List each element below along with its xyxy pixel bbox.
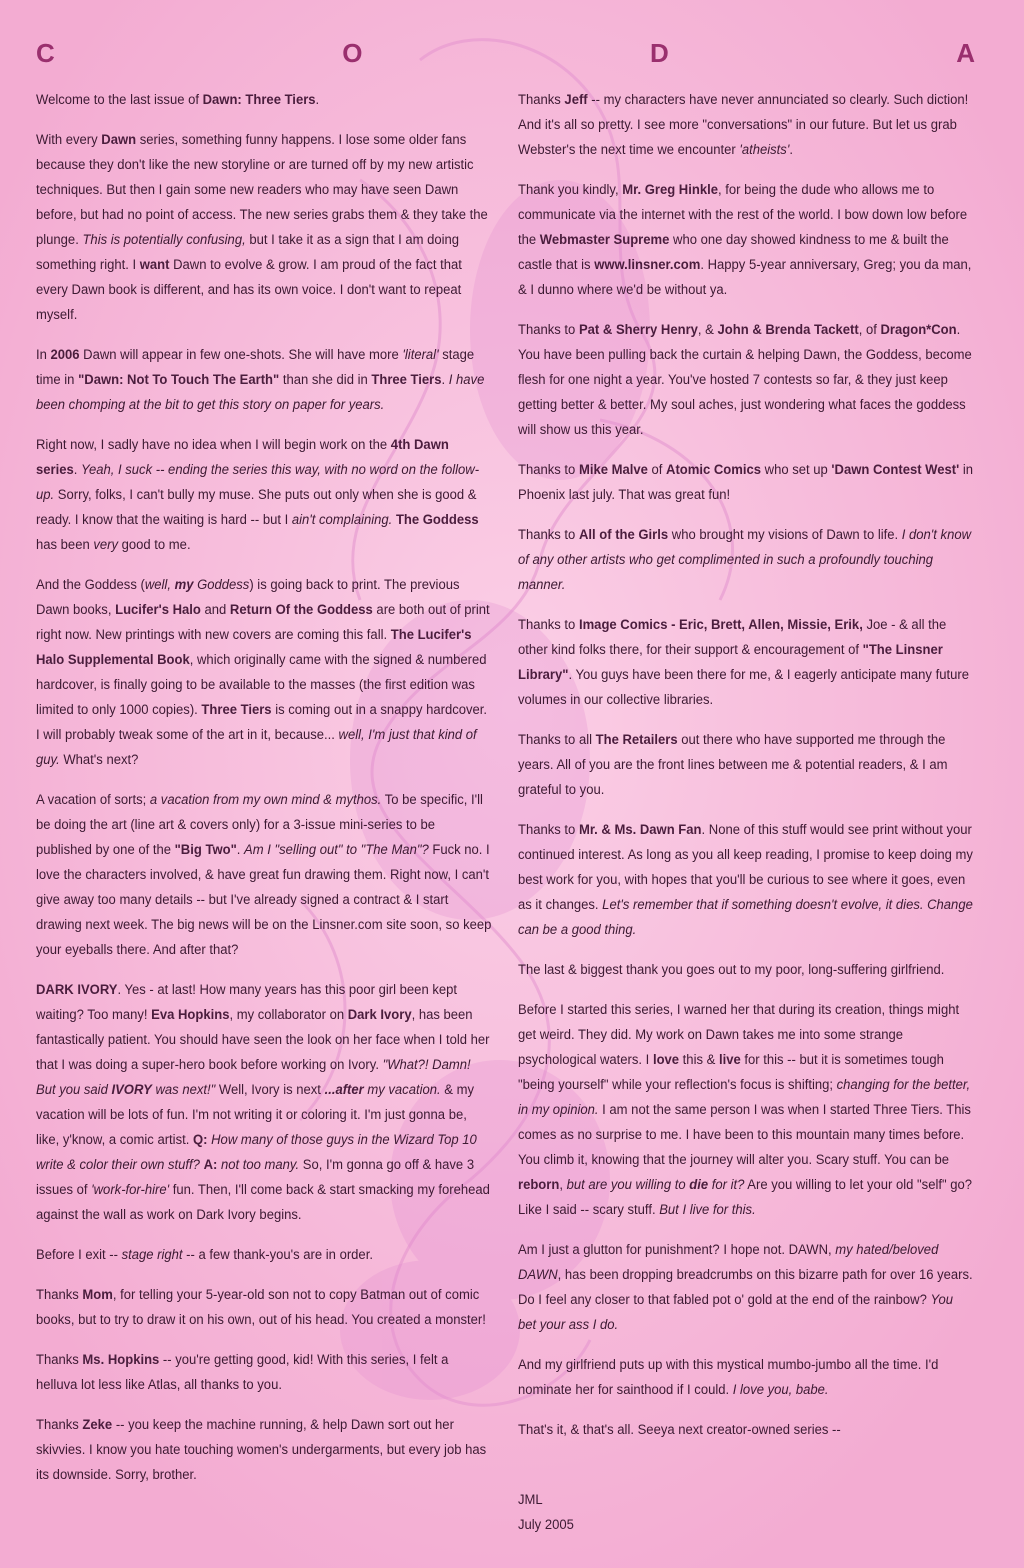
text-run: ...after <box>324 1082 364 1098</box>
paragraph <box>518 523 974 598</box>
text-run: Am I just a glutton for punishment? I hope not. DAWN, <box>518 1242 836 1258</box>
text-run: not too many. <box>217 1157 300 1173</box>
text-run: stage time in <box>36 347 475 388</box>
text-run: You bet your ass I do. <box>518 1292 953 1333</box>
text-run: Well, Ivory is next <box>215 1082 325 1098</box>
text-run: 4th Dawn series <box>36 437 449 478</box>
text-run: The Lucifer's Halo Supplemental Book <box>36 627 472 668</box>
text-run: What's next? <box>59 752 139 768</box>
text-run: Eva Hopkins <box>151 1007 230 1023</box>
text-run: who brought my visions of Dawn to life. <box>668 527 902 543</box>
text-run: . <box>315 92 320 108</box>
paragraph <box>518 728 974 803</box>
text-run: And my girlfriend puts up with this mystical mumbo-jumbo all the time. I'd nominate her for sainthood if I could. <box>518 1357 939 1398</box>
text-run: Mr. & Ms. Dawn Fan <box>578 822 702 838</box>
text-run: That's it, & that's all. Seeya next creator-owned series -- <box>518 1422 841 1438</box>
text-run: Dawn <box>101 132 137 148</box>
text-run: Thanks <box>518 92 565 108</box>
text-run: In <box>36 347 51 363</box>
text-run: "What?! Damn! But you said <box>36 1057 471 1098</box>
text-run: 'Dawn Contest West' <box>831 462 960 478</box>
text-run: Dragon*Con <box>880 322 957 338</box>
text-run: was next!" <box>151 1082 216 1098</box>
paragraph <box>36 88 492 113</box>
text-run: -- my characters have never annunciated so clearly. Such diction! And it's all so pretty. I see more "conversations" in our future. But let us grab Webster's the next time we encounter <box>518 92 969 158</box>
text-run: -- you're getting good, kid! With this series, I felt a helluva lot less like Atlas, all thanks to you. <box>36 1352 449 1393</box>
text-run: . Yes - at last! How many years has this poor girl been kept waiting? Too many! <box>36 982 458 1023</box>
text-run: -- you keep the machine running, & help Dawn sort out her skivvies. I know you hate touching women's undergarments, but every job has its downside. Sorry, brother. <box>36 1417 487 1483</box>
text-run: I have been chomping at the bit to get this story on paper for years. <box>36 372 485 413</box>
text-run: Thanks to <box>518 527 579 543</box>
text-run: I love you, babe. <box>732 1382 829 1398</box>
text-run: Dark Ivory <box>347 1007 412 1023</box>
text-run: So, I'm gonna go off & have 3 issues of <box>36 1157 475 1198</box>
text-run: want <box>139 257 170 273</box>
text-run: for this -- but it is sometimes tough "being yourself" while your reflection's focus is shifting; <box>518 1052 944 1093</box>
text-run: , my collaborator on <box>229 1007 348 1023</box>
text-run: But I live for this. <box>659 1202 756 1218</box>
text-run: is coming out in a snappy hardcover. I will probably tweak some of the art in it, because... <box>36 702 488 743</box>
paragraph <box>36 1243 492 1268</box>
text-run: my vacation. <box>363 1082 441 1098</box>
text-run: well, I'm just that kind of guy. <box>36 727 477 768</box>
text-run: , has been fantastically patient. You should have seen the look on her face when I told her that I was doing a super-hero book before working on Ivory. <box>36 1007 490 1073</box>
text-run: The last & biggest thank you goes out to my poor, long-suffering girlfriend. <box>518 962 945 978</box>
text-run: How many of those guys in the Wizard Top 10 write & color their own stuff? <box>36 1132 477 1173</box>
paragraph <box>518 818 974 943</box>
text-run: . <box>73 462 82 478</box>
text-run: very <box>93 537 119 553</box>
text-run: Thanks to <box>518 322 579 338</box>
text-run: Let's remember that if something doesn't evolve, it dies. Change can be a good thing. <box>518 897 973 938</box>
text-run: "Big Two" <box>174 842 237 858</box>
text-run: . Happy 5-year anniversary, Greg; you da man, & I dunno where we'd be without ya. <box>518 257 972 298</box>
text-run: Dawn to evolve & grow. I am proud of the fact that every Dawn book is different, and has its own voice. I don't want to repeat myself. <box>36 257 462 323</box>
text-run: . You guys have been there for me, & I eagerly anticipate many future volumes in our collective libraries. <box>518 667 969 708</box>
text-run: , for being the dude who allows me to communicate via the internet with the rest of the world. I bow down low before the <box>518 182 968 248</box>
text-run: Goddess <box>193 577 250 593</box>
text-run: Jeff <box>564 92 588 108</box>
text-run: fun. Then, I'll come back & start smacking my forehead against the wall as work on Dark Ivory begins. <box>36 1182 490 1223</box>
text-run: . <box>441 372 449 388</box>
text-run: Sorry, folks, I can't bully my muse. She puts out only when she is good & ready. I know that the waiting is hard -- but I <box>36 487 477 528</box>
paragraph <box>518 1353 974 1403</box>
text-run: With every <box>36 132 102 148</box>
paragraph <box>36 978 492 1228</box>
text-run: die <box>689 1177 709 1193</box>
text-run: live <box>718 1052 741 1068</box>
text-run: Thanks <box>36 1287 83 1303</box>
paragraph <box>518 998 974 1223</box>
text-run: series, something funny happens. I lose some older fans because they don't like the new storyline or are turned off by my new artistic techniques. But then I gain some new readers who may have seen Dawn before, but had no point of access. The new series grabs them & they take the plunge. <box>36 132 488 248</box>
text-run: This is potentially confusing, <box>82 232 246 248</box>
text-run: Welcome to the last issue of <box>36 92 203 108</box>
right-column <box>518 88 974 1458</box>
text-run: Return Of the Goddess <box>229 602 373 618</box>
text-run: & my vacation will be lots of fun. I'm not writing it or coloring it. I'm just gonna be, like, y'know, a comic artist. <box>36 1082 475 1148</box>
paragraph <box>36 1348 492 1398</box>
paragraph <box>36 1413 492 1488</box>
paragraph <box>36 788 492 963</box>
text-run: The Retailers <box>595 732 678 748</box>
paragraph <box>36 573 492 773</box>
text-run: who set up <box>761 462 832 478</box>
text-run: Mike Malve <box>578 462 648 478</box>
title-letter: C <box>36 38 56 68</box>
paragraph <box>518 88 974 163</box>
text-run: , has been dropping breadcrumbs on this bizarre path for over 16 years. Do I feel any closer to that fabled pot o' gold at the end of the rainbow? <box>518 1267 973 1308</box>
text-run: a vacation from my own mind & mythos. <box>149 792 382 808</box>
text-run: Am I "selling out" to "The Man"? <box>244 842 429 858</box>
text-run: but I take it as a sign that I am doing something right. I <box>36 232 460 273</box>
text-run: ) is going back to print. The previous Dawn books, <box>36 577 460 618</box>
text-run: "Dawn: Not To Touch The Earth" <box>78 372 280 388</box>
paragraph <box>36 1283 492 1333</box>
paragraph <box>518 1418 974 1443</box>
text-run: All of the Girls <box>578 527 669 543</box>
text-run: Ms. Hopkins <box>82 1352 160 1368</box>
text-run: , for telling your 5-year-old son not to copy Batman out of comic books, but to try to draw it on his own, out of his head. You created a monster! <box>36 1287 486 1328</box>
text-run: Image Comics - Eric, Brett, Allen, Missie, Erik, <box>578 617 863 633</box>
text-run: Thanks to <box>518 617 579 633</box>
text-run: Pat & Sherry Henry <box>578 322 698 338</box>
paragraph <box>36 433 492 558</box>
text-run: Right now, I sadly have no idea when I will begin work on the <box>36 437 391 453</box>
text-run: . <box>236 842 245 858</box>
text-run: out there who have supported me through the years. All of you are the front lines between me & potential readers, & I am grateful to you. <box>518 732 948 798</box>
paragraph <box>518 178 974 303</box>
title-letter: D <box>649 38 670 68</box>
text-run: The Goddess <box>395 512 479 528</box>
text-run: DARK IVORY <box>36 982 118 998</box>
text-run: for it? <box>708 1177 745 1193</box>
text-run: . You have been pulling back the curtain & helping Dawn, the Goddess, become flesh for one night a year. You've hosted 7 contests so far, & they just keep getting better & better. My soul aches, just wondering what faces the goddess will show us this year. <box>518 322 972 438</box>
coda-title <box>36 38 976 78</box>
paragraph <box>518 1238 974 1338</box>
text-run: -- a few thank-you's are in order. <box>182 1247 373 1263</box>
text-run: , of <box>858 322 881 338</box>
title-letter: O <box>342 38 364 68</box>
text-run: Thanks to <box>518 822 579 838</box>
text-run: Dawn will appear in few one-shots. She will have more <box>79 347 403 363</box>
text-run: IVORY <box>111 1082 152 1098</box>
text-run: 'work-for-hire' <box>91 1182 170 1198</box>
text-run: John & Brenda Tackett <box>717 322 859 338</box>
text-run: Lucifer's Halo <box>115 602 201 618</box>
text-run: ain't complaining. <box>291 512 393 528</box>
text-run: "The Linsner Library" <box>518 642 943 683</box>
text-run: but are you willing to <box>566 1177 690 1193</box>
text-run: , which originally came with the signed & numbered hardcover, is finally going to be available to the masses (the first edition was limited to only 1000 copies). <box>36 652 487 718</box>
text-run: A: <box>203 1157 218 1173</box>
title-letter: A <box>956 38 976 68</box>
text-run: in Phoenix last july. That was great fun! <box>518 462 974 503</box>
text-run: my <box>174 577 194 593</box>
signature-initials: JML <box>518 1492 543 1508</box>
text-run: changing for the better, in my opinion. <box>518 1077 971 1118</box>
text-run: Thanks to <box>518 462 579 478</box>
text-run: reborn <box>518 1177 560 1193</box>
text-run: my hated/beloved DAWN <box>518 1242 939 1283</box>
text-run: Thanks <box>36 1352 83 1368</box>
text-run: Three Tiers <box>371 372 442 388</box>
text-run: , <box>559 1177 567 1193</box>
text-run: www.linsner.com <box>594 257 701 273</box>
text-run: , & <box>697 322 718 338</box>
text-run: stage right <box>121 1247 183 1263</box>
text-run: I don't know of any other artists who get complimented in such a profoundly touching manner. <box>518 527 972 593</box>
text-run: Q: <box>193 1132 208 1148</box>
text-run: Are you willing to let your old "self" go? Like I said -- scary stuff. <box>518 1177 973 1218</box>
paragraph <box>518 458 974 508</box>
text-run: than she did in <box>279 372 372 388</box>
text-run: this & <box>679 1052 719 1068</box>
paragraph <box>518 958 974 983</box>
text-run: love <box>652 1052 680 1068</box>
text-run: well, <box>144 577 175 593</box>
text-run: Thanks <box>36 1417 83 1433</box>
paragraph <box>518 318 974 443</box>
text-run: Three Tiers <box>201 702 272 718</box>
text-run: A vacation of sorts; <box>36 792 150 808</box>
text-run: To be specific, I'll be doing the art (line art & covers only) for a 3-issue mini-series to be published by one of the <box>36 792 483 858</box>
text-run: who one day showed kindness to me & built the castle that is <box>518 232 949 273</box>
text-run: Before I started this series, I warned her that during its creation, things might get weird. They did. My work on Dawn takes me into some strange psychological waters. I <box>518 1002 960 1068</box>
text-run: Fuck no. I love the characters involved, & have great fun drawing them. Right now, I can't give away too many details -- but I've already signed a contract & I start drawing next week. The big news will be on the Linsner.com site soon, so keep your eyeballs there. And after that? <box>36 842 492 958</box>
text-run: Mr. Greg Hinkle <box>622 182 718 198</box>
paragraph <box>36 128 492 328</box>
text-run: are both out of print right now. New printings with new covers are coming this fall. <box>36 602 490 643</box>
text-run: Thank you kindly, <box>518 182 623 198</box>
text-run: and <box>200 602 230 618</box>
left-column <box>36 88 492 1503</box>
text-run: . None of this stuff would see print without your continued interest. As long as you all keep reading, I promise to keep doing my best work for you, with hopes that you'll be curious to see where it goes, even as it changes. <box>518 822 973 913</box>
text-run: Thanks to all <box>518 732 596 748</box>
text-run: Yeah, I suck -- ending the series this way, with no word on the follow-up. <box>36 462 480 503</box>
text-run: 2006 <box>50 347 80 363</box>
text-run: Mom <box>82 1287 113 1303</box>
text-run: Webmaster Supreme <box>539 232 670 248</box>
text-run: I am not the same person I was when I started Three Tiers. This comes as no surprise to me. I have been to this mountain many times before. You climb it, knowing that the journey will alter you. Scary stuff. You can be <box>518 1102 971 1168</box>
paragraph <box>518 613 974 713</box>
signature-block <box>518 1488 574 1538</box>
text-run: Atomic Comics <box>666 462 762 478</box>
text-run: Zeke <box>82 1417 113 1433</box>
text-run: 'atheists' <box>739 142 790 158</box>
text-run: Dawn: Three Tiers <box>202 92 316 108</box>
text-run: has been <box>36 537 94 553</box>
text-run: 'literal' <box>402 347 439 363</box>
paragraph <box>36 343 492 418</box>
text-run: . <box>789 142 793 158</box>
signature-date: July 2005 <box>518 1517 574 1533</box>
text-run: Before I exit -- <box>36 1247 122 1263</box>
text-run: of <box>647 462 667 478</box>
text-run: And the Goddess ( <box>36 577 145 593</box>
text-run: good to me. <box>118 537 191 553</box>
text-run: Joe - & all the other kind folks there, for their support & encouragement of <box>518 617 947 658</box>
